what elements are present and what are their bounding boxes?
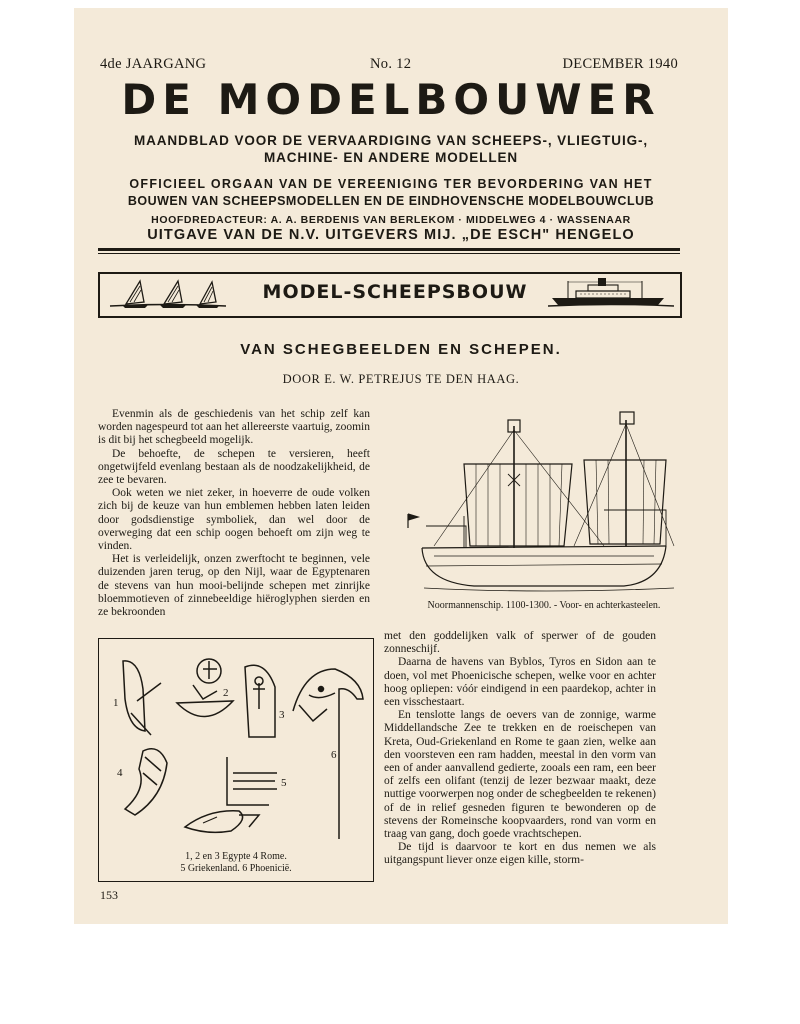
figure-label: 1 bbox=[113, 697, 119, 709]
article-column-right bbox=[384, 630, 656, 868]
magazine-title: DE MODELBOUWER bbox=[121, 75, 661, 124]
header-rule-thin bbox=[98, 253, 680, 254]
norman-ship-illustration bbox=[404, 406, 684, 598]
magazine-page bbox=[74, 8, 728, 924]
emblem-caption-line-1: 1, 2 en 3 Egypte 4 Rome. bbox=[185, 851, 287, 862]
issue-number: No. 12 bbox=[370, 56, 412, 72]
article-title: VAN SCHEGBEELDEN EN SCHEPEN. bbox=[240, 341, 562, 358]
sailboats-icon bbox=[108, 278, 228, 312]
emblem-caption-line-2: 5 Griekenland. 6 Phoenicië. bbox=[180, 863, 292, 874]
article-byline: DOOR E. W. PETREJUS TE DEN HAAG. bbox=[282, 372, 520, 386]
subtitle-line-1: MAANDBLAD VOOR DE VERVAARDIGING VAN SCHEEPS-, VLIEGTUIG-, bbox=[133, 133, 649, 148]
article-column-left bbox=[98, 408, 370, 619]
paragraph: De behoefte, de schepen te versieren, heeft ongetwijfeld evenlang bestaan als de noodzakelijkheid, de zee te bevaren. bbox=[98, 447, 370, 487]
steamship-icon bbox=[548, 276, 674, 312]
official-organ-line-2: BOUWEN VAN SCHEEPSMODELLEN EN DE EINDHOVENSCHE MODELBOUWCLUB bbox=[127, 194, 655, 208]
figure-label: 6 bbox=[331, 749, 337, 761]
subtitle-line-2: MACHINE- EN ANDERE MODELLEN bbox=[263, 150, 519, 165]
publisher-line: UITGAVE VAN DE N.V. UITGEVERS MIJ. „DE ESCH" HENGELO bbox=[147, 227, 635, 243]
paragraph: Ook weten we niet zeker, in hoeverre de oude volken zich bij de keuze van hun emblemen hebben laten leiden door godsdienstige symboliek, dan wel door de overweging dat een schip oogen behoeft om zijn weg te vinden. bbox=[98, 487, 370, 553]
ship-caption: Noormannenschip. 1100-1300. - Voor- en achterkasteelen. bbox=[427, 600, 661, 611]
header-rule-thick bbox=[98, 248, 680, 251]
figure-label: 4 bbox=[117, 767, 123, 779]
paragraph: Evenmin als de geschiedenis van het schip zelf kan worden nagespeurd tot aan het allereerste vaartuig, zoomin is dit bij het schegbeeld mogelijk. bbox=[98, 408, 370, 447]
emblem-caption bbox=[99, 851, 373, 875]
paragraph: met den goddelijken valk of sperwer of de gouden zonneschijf. bbox=[384, 630, 656, 656]
paragraph: Het is verleidelijk, onzen zwerftocht te beginnen, vele duizenden jaren terug, op den Nijl, waar de Egyptenaren de stevens van hun mooi-belijnde schepen met zinrijke bloemmotieven of zinnebeeldige hiëroglyphen sierden en ze bekroonden bbox=[98, 553, 370, 619]
volume-label: 4de JAARGANG bbox=[100, 56, 207, 72]
paragraph: De tijd is daarvoor te kort en dus nemen we als uitgangspunt liever onze eigen kille, storm- bbox=[384, 841, 656, 867]
page-number: 153 bbox=[100, 888, 118, 902]
issue-date: DECEMBER 1940 bbox=[562, 56, 678, 72]
figure-label: 5 bbox=[281, 777, 287, 789]
paragraph: Daarna de havens van Byblos, Tyros en Sidon aan te doen, vol met Phoenicische schepen, welke voor en achter hoog opliepen: vóór eindigend in een paardekop, achter in een visschestaart. bbox=[384, 656, 656, 709]
figurehead-emblems-figure bbox=[98, 638, 374, 882]
figure-label: 3 bbox=[279, 709, 285, 721]
paragraph: En tenslotte langs de oevers van de zonnige, warme Middellandsche Zee te trekken en de roeischepen van Kreta, Oud-Griekenland en Rome te gaan zien, welke aan den voorsteven een ram hadden, meestal in den vorm van een of ander aanvallend gedierte, zooals een ram, een beer of zelfs een olifant (tenzij de lezer bezwaar maakt, deze nuttige voorwerpen nog onder de schegbeelden te rekenen) of de in relief gesneden figuren te bewonderen op de stevens der Romeinsche koopvaarders, rond van vorm en traag van gang, doch goede vrachtschepen. bbox=[384, 709, 656, 841]
figurehead-sketches-icon bbox=[99, 639, 373, 849]
figure-label: 2 bbox=[223, 687, 229, 699]
editor-line: HOOFDREDACTEUR: A. A. BERDENIS VAN BERLEKOM · MIDDELWEG 4 · WASSENAAR bbox=[151, 214, 631, 226]
section-banner bbox=[98, 272, 682, 318]
banner-title: MODEL-SCHEEPSBOUW bbox=[262, 281, 528, 303]
official-organ-line-1: OFFICIEEL ORGAAN VAN DE VEREENIGING TER BEVORDERING VAN HET bbox=[129, 177, 653, 191]
